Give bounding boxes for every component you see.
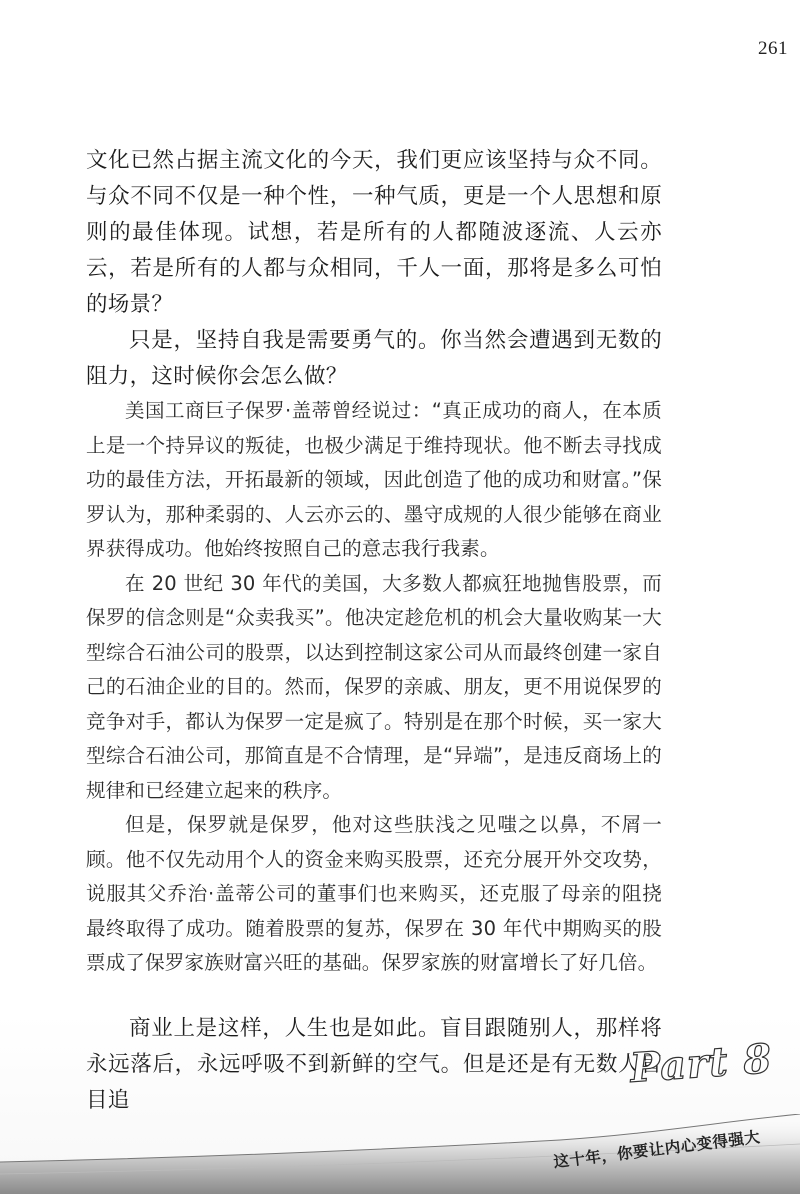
paragraph: 在 20 世纪 30 年代的美国，大多数人都疯狂地抛售股票，而保罗的信念则是“众卖我买”。他决定趁危机的机会大量收购某一大型综合石油公司的股票，以达到控制这家公司从而最终创建一家自己的石油企业的目的。然而，保罗的亲戚、朋友，更不用说保罗的竞争对手，都认为保罗一定是疯了。特别是在那个时候，买一家大型综合石油公司，那简直是不合情理，是“异端”，是违反商场上的规律和已经建立起来的秩序。	[86, 571, 662, 802]
body-text-block	[86, 1011, 662, 1119]
chapter-part-label: Part 8	[628, 1035, 774, 1092]
paragraph: 只是，坚持自我是需要勇气的。你当然会遭遇到无数的阻力，这时候你会怎么做？	[86, 328, 662, 389]
chapter-subtitle: 这十年，你要让内心变得强大	[552, 1128, 762, 1172]
paragraph: 美国工商巨子保罗·盖蒂曾经说过：“真正成功的商人，在本质上是一个持异议的叛徒，也极少满足于维持现状。他不断去寻找成功的最佳方法，开拓最新的领域，因此创造了他的成功和财富。”保罗认为，那种柔弱的、人云亦云的、墨守成规的人很少能够在商业界获得成功。他始终按照自己的意志我行我素。	[86, 399, 662, 560]
body-text-block	[86, 143, 662, 395]
paragraph: 但是，保罗就是保罗，他对这些肤浅之见嗤之以鼻，不屑一顾。他不仅先动用个人的资金来购买股票，还充分展开外交攻势，说服其父乔治·盖蒂公司的董事们也来购买，还克服了母亲的阻挠最终取得了成功。随着股票的复苏，保罗在 30 年代中期购买的股票成了保罗家族财富兴旺的基础。保罗家族的财富增长了好几倍。	[86, 813, 662, 974]
paragraph: 文化已然占据主流文化的今天，我们更应该坚持与众不同。与众不同不仅是一种个性，一种气质，更是一个人思想和原则的最佳体现。试想，若是所有的人都随波逐流、人云亦云，若是所有的人都与众相同，千人一面，那将是多么可怕的场景？	[86, 148, 662, 317]
paragraph: 商业上是这样，人生也是如此。盲目跟随别人，那样将永远落后，永远呼吸不到新鲜的空气。但是还是有无数人盲目追	[86, 1016, 662, 1113]
page-number: 261	[758, 38, 788, 59]
story-text-block	[86, 394, 662, 981]
